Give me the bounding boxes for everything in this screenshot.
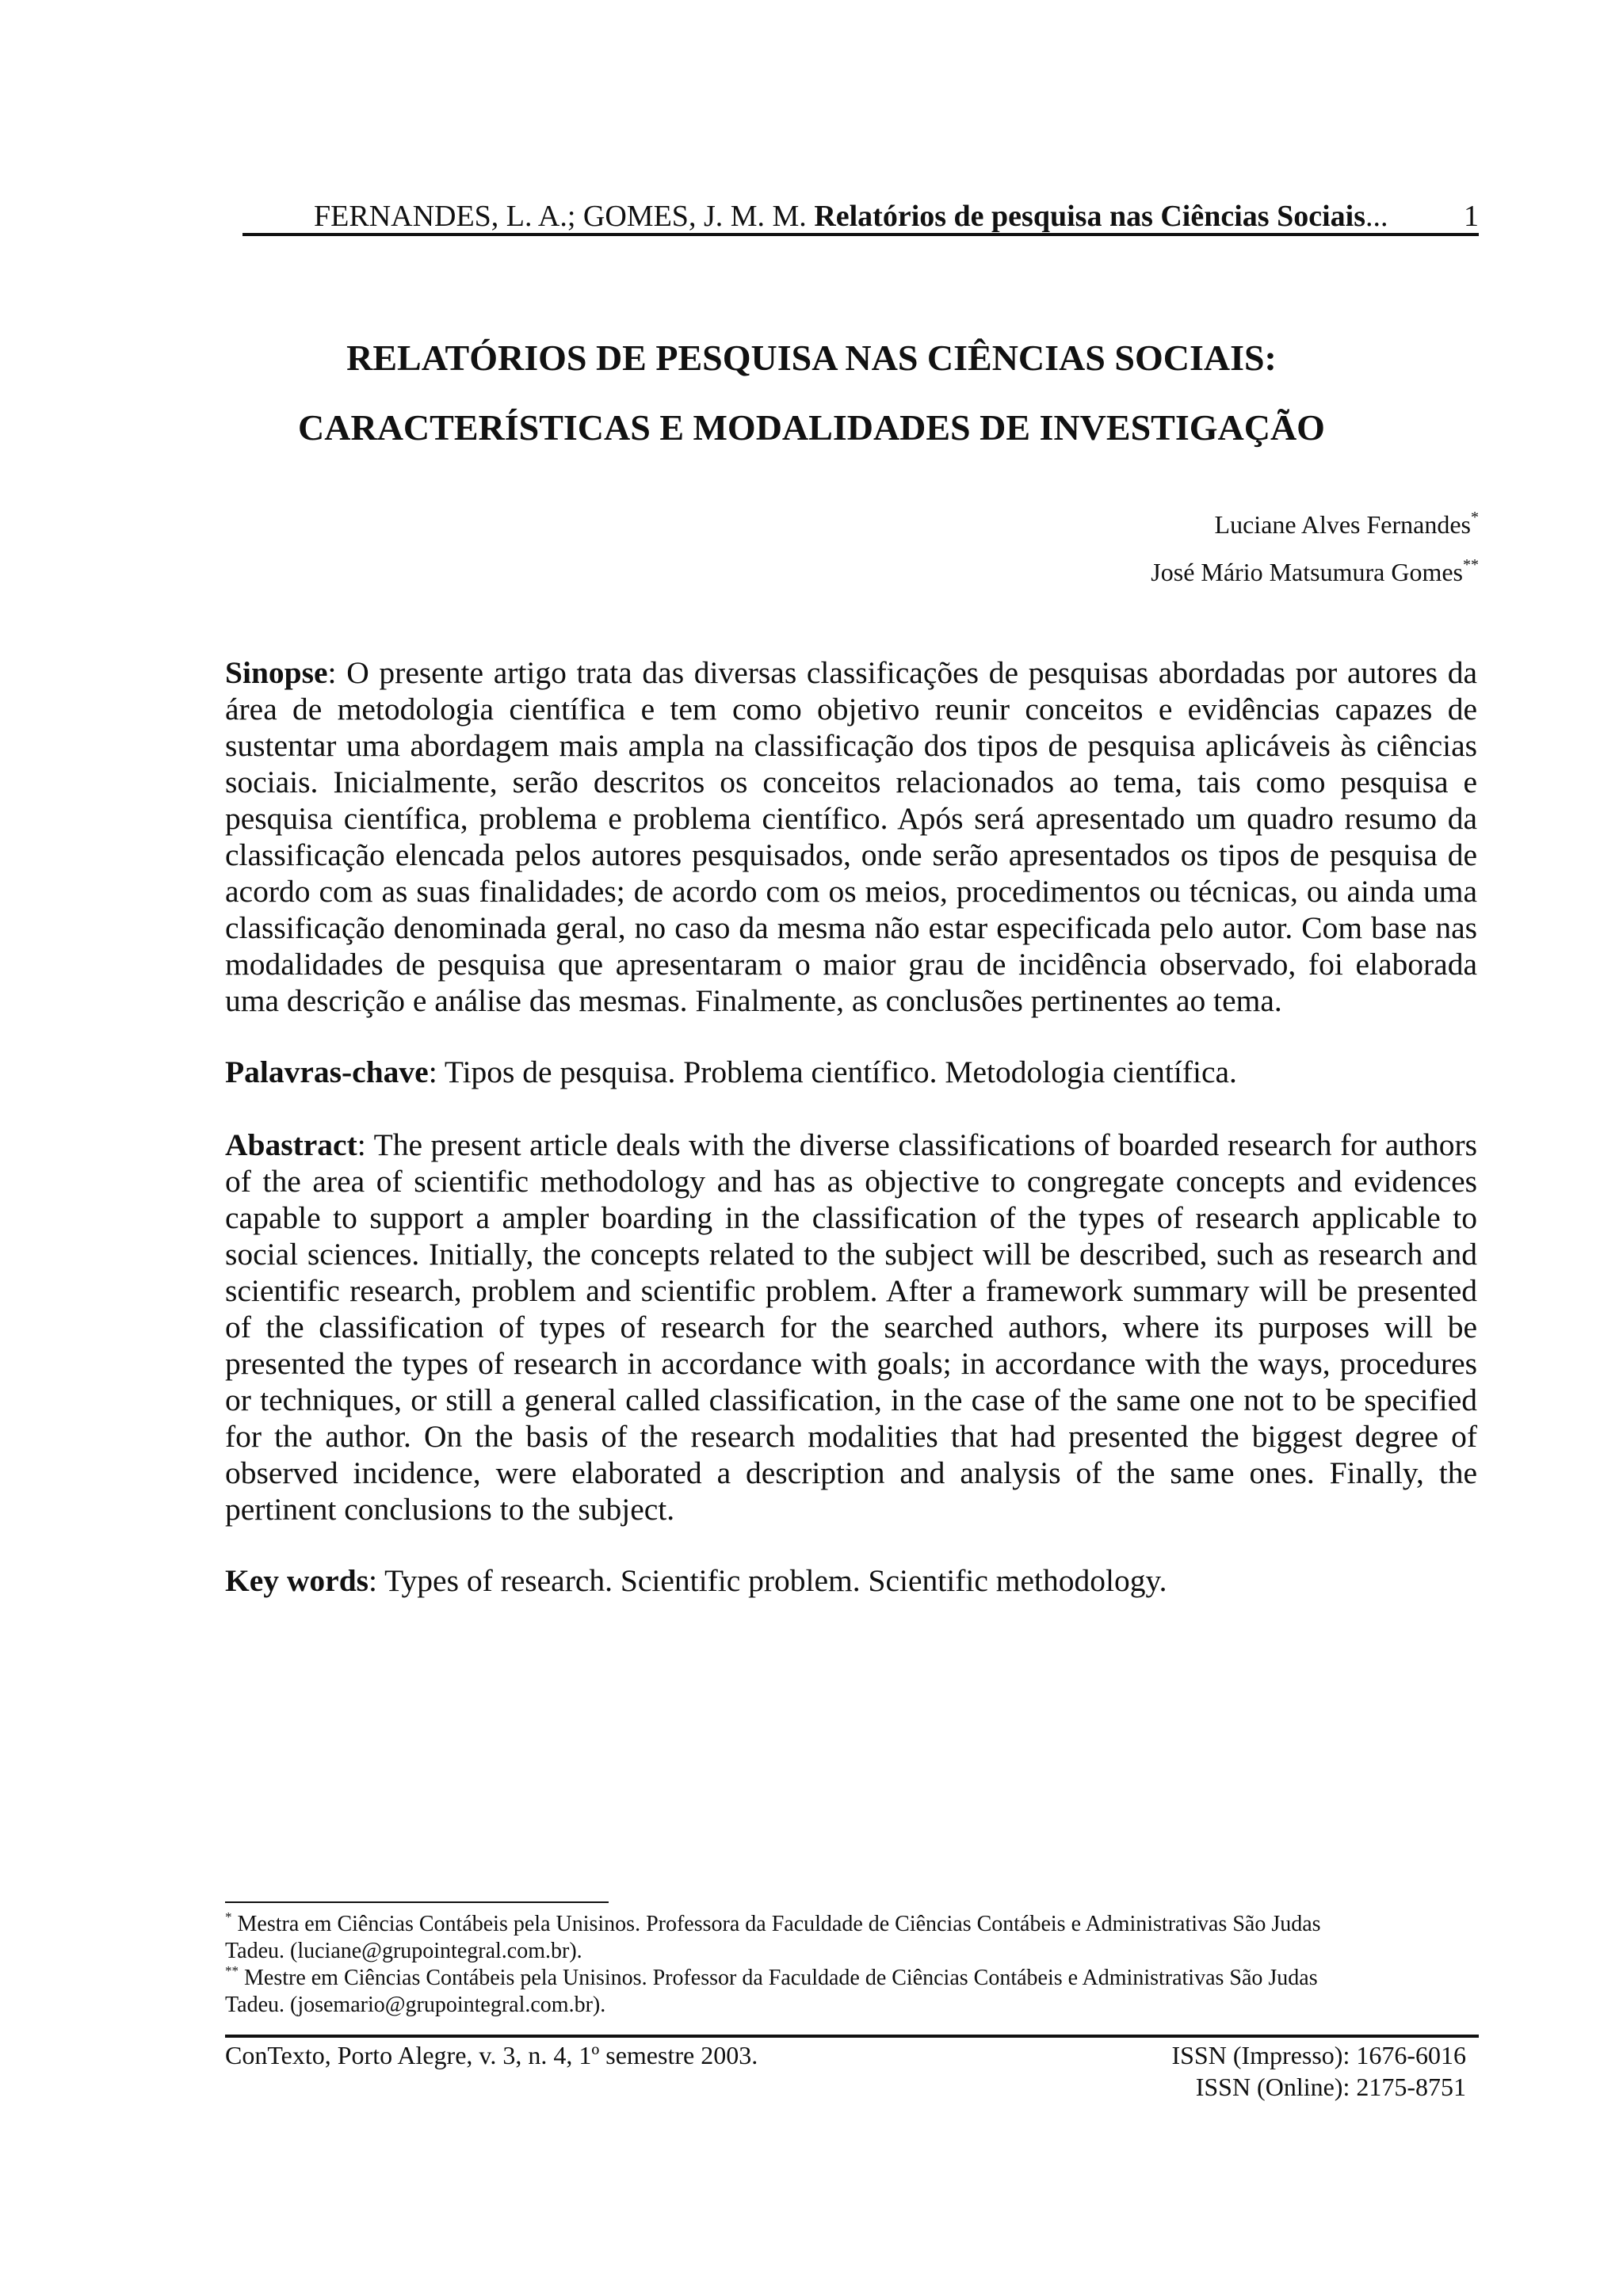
author-2-footnote-mark: ** [1463,556,1479,574]
footnote-1-text: Mestra em Ciências Contábeis pela Unisinos. Professora da Faculdade de Ciências Contábeis e Administrativas São Judas [237,1912,1321,1936]
keywords-en-paragraph [225,1562,1477,1599]
footnote-2 [225,1965,1477,2019]
author-2 [1151,548,1479,596]
footnote-1-mark: * [225,1909,232,1924]
footnote-1 [225,1911,1477,1965]
article-title-line-1: RELATÓRIOS DE PESQUISA NAS CIÊNCIAS SOCIAIS: [346,338,1277,378]
keywords-pt-paragraph [225,1054,1477,1090]
abstract-paragraph [225,1127,1477,1527]
article-title-line-2: CARACTERÍSTICAS E MODALIDADES DE INVESTIGAÇÃO [298,407,1325,448]
author-1-name: Luciane Alves Fernandes [1214,510,1471,539]
footnote-separator [225,1901,609,1903]
abstract-text: : The present article deals with the diverse classifications of boarded research for authors of the area of scientific methodology and has as objective to congregate concepts and evidences capable to support a ampler boarding in the classification of the types of research applicable to social sciences. Initially, the concepts related to the subject will be described, such as research and scientific research, problem and scientific problem. After a framework summary will be presented of the classification of types of research for the searched authors, where its purposes will be presented the types of research in accordance with goals; in accordance with the ways, procedures or techniques, or still a general called classification, in the case of the same one not to be specified for the author. On the basis of the research modalities that had presented the biggest degree of observed incidence, were elaborated a description and analysis of the same ones. Finally, the pertinent conclusions to the subject. [225,1127,1477,1527]
journal-citation: ConTexto, Porto Alegre, v. 3, n. 4, 1º semestre 2003. [225,2041,758,2069]
synopsis-paragraph [225,654,1477,1019]
keywords-pt-label: Palavras-chave [225,1055,429,1089]
footnotes [225,1911,1477,2019]
running-header [242,196,1479,236]
running-header-short-title: Relatórios de pesquisa nas Ciências Sociais [814,200,1365,233]
keywords-en-text: : Types of research. Scientific problem. Scientific methodology. [369,1563,1167,1598]
page-number: 1 [1464,200,1479,233]
footnote-2-mark: ** [225,1963,239,1978]
synopsis-text: : O presente artigo trata das diversas classificações de pesquisas abordadas por autores da área de metodologia científica e tem como objetivo reunir conceitos e evidências capazes de sustentar uma abordagem mais ampla na classificação dos tipos de pesquisa aplicáveis às ciências sociais. Inicialmente, serão descritos os conceitos relacionados ao tema, tais como pesquisa e pesquisa científica, problema e problema científico. Após será apresentado um quadro resumo da classificação elencada pelos autores pesquisados, onde serão apresentados os tipos de pesquisa de acordo com as suas finalidades; de acordo com os meios, procedimentos ou técnicas, ou ainda uma classificação denominada geral, no caso da mesma não estar especificada pelo autor. Com base nas modalidades de pesquisa que apresentaram o maior grau de incidência observado, foi elaborada uma descrição e análise das mesmas. Finalmente, as conclusões pertinentes ao tema. [225,655,1477,1018]
running-header-citation [314,196,1388,236]
author-2-name: José Mário Matsumura Gomes [1151,558,1463,586]
article-title [158,323,1465,463]
footnote-2-line-2: Tadeu. (josemario@grupointegral.com.br). [225,1993,606,2017]
keywords-pt-text: : Tipos de pesquisa. Problema científico. Metodologia científica. [428,1055,1237,1089]
author-1-footnote-mark: * [1471,509,1479,526]
footer-rule [225,2035,1479,2038]
issn-online: ISSN (Online): 2175-8751 [1195,2073,1466,2101]
abstract-label: Abastract [225,1127,357,1162]
issn-block [1171,2039,1466,2103]
footnote-1-line-2: Tadeu. (luciane@grupointegral.com.br). [225,1939,582,1963]
footnote-1-line-1 [225,1911,1477,1938]
synopsis-label: Sinopse [225,655,328,690]
running-header-ellipsis: ... [1365,200,1388,233]
author-list [1151,501,1479,596]
issn-print: ISSN (Impresso): 1676-6016 [1171,2041,1466,2069]
footnote-2-line-1 [225,1965,1477,1992]
author-1 [1151,501,1479,548]
footnote-2-text: Mestre em Ciências Contábeis pela Unisinos. Professor da Faculdade de Ciências Contábeis e Administrativas São Judas [244,1966,1318,1990]
running-header-authors: FERNANDES, L. A.; GOMES, J. M. M. [314,200,815,233]
header-rule [242,233,1479,236]
keywords-en-label: Key words [225,1563,369,1598]
